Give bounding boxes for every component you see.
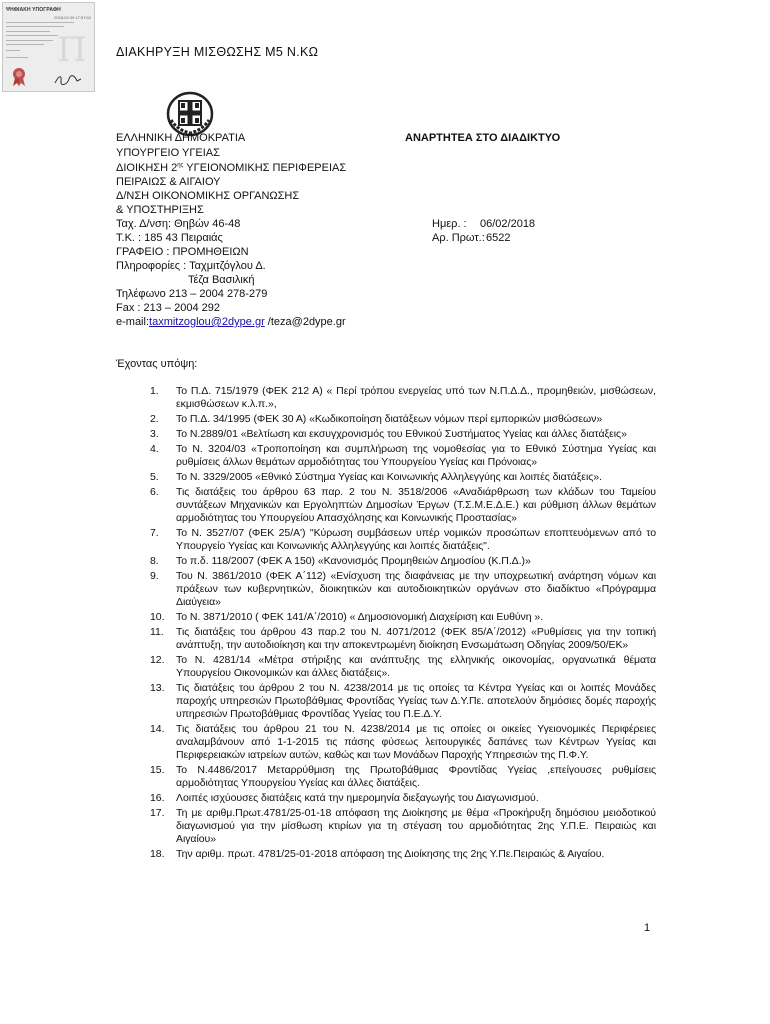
header-email: e-mail:taxmitzoglou@2dype.gr /teza@2dype.gr xyxy=(116,316,346,328)
date-value: 06/02/2018 xyxy=(480,218,536,230)
list-item: 10. Το Ν. 3871/2010 ( ΦΕΚ 141/Α΄/2010) « Δημοσιονομική Διαχείριση και Ευθύνη ». xyxy=(150,611,544,623)
header-country: ΕΛΛΗΝΙΚΗ ΔΗΜΟΚΡΑΤΙΑ xyxy=(116,132,246,144)
signature-text-line xyxy=(6,31,50,32)
header-fax: Fax : 213 – 2004 292 xyxy=(116,302,220,314)
signature-text-line xyxy=(6,57,28,58)
email-link[interactable]: taxmitzoglou@2dype.gr xyxy=(149,316,265,328)
document-title: ΔΙΑΚΗΡΥΞΗ ΜΙΣΘΩΣΗΣ Μ5 Ν.ΚΩ xyxy=(116,45,319,59)
header-directorate-cont: & ΥΠΟΣΤΗΡΙΞΗΣ xyxy=(116,204,204,216)
list-item: 12. Το Ν. 4281/14 «Μέτρα στήριξης και ανάπτυξης της ελληνικής οικονομίας, οργανωτικά θέματα Υπουργείου Οικονομικών και άλλες διατάξεις». xyxy=(150,654,656,679)
header-directorate: Δ/ΝΣΗ ΟΙΚΟΝΟΜΙΚΗΣ ΟΡΓΑΝΩΣΗΣ xyxy=(116,190,300,202)
page-number: 1 xyxy=(644,922,651,934)
header-postcode: Τ.Κ. : 185 43 Πειραιάς xyxy=(116,232,223,244)
signature-text-line xyxy=(6,26,64,27)
header-region: ΠΕΙΡΑΙΩΣ & ΑΙΓΑΙΟΥ xyxy=(116,176,221,188)
signature-text-line xyxy=(6,44,44,45)
seal-icon xyxy=(11,67,27,87)
list-item: 18. Την αριθμ. πρωτ. 4781/25-01-2018 απόφαση της Διοίκησης της 2ης Υ.Πε.Πειραιώς & Αιγαίου. xyxy=(150,848,605,860)
list-item: 14. Τις διατάξεις του άρθρου 21 του Ν. 4238/2014 με τις οποίες οι οικείες Υγειονομικές Περιφέρειες αναλαμβάνουν από 1-1-2015 τις πάσης φύσεως λειτουργικές δαπάνες των Κέντρων Υγείας και Περιφερειακών ιατρείων αυτών, καθώς και των Μονάδων Παροχής Υπηρεσιών της Π.Φ.Υ. xyxy=(150,723,656,761)
list-item: 9. Του Ν. 3861/2010 (ΦΕΚ Α΄112) «Ενίσχυση της διαφάνειας με την υποχρεωτική ανάρτηση νόμων και πράξεων των κυβερνητικών, διοικητικών και αυτοδιοικητικών οργάνων στο διαδίκτυο «Πρόγραμμα Διαύγεια» xyxy=(150,570,656,608)
list-item: 11. Τις διατάξεις του άρθρου 43 παρ.2 του Ν. 4071/2012 (ΦΕΚ 85/Α΄/2012) «Ρυθμίσεις για την τοπική ανάπτυξη, την αυτοδιοίκηση και την αποκεντρωμένη διοίκηση Ενσωμάτωση Οδηγίας 2009/50/ΕΚ» xyxy=(150,626,656,651)
list-item: 5. Το Ν. 3329/2005 «Εθνικό Σύστημα Υγείας και Κοινωνικής Αλληλεγγύης και λοιπές διατάξεις». xyxy=(150,471,602,483)
date-label: Ημερ. : xyxy=(432,218,467,230)
list-item: 8. Το π.δ. 118/2007 (ΦΕΚ Α 150) «Κανονισμός Προμηθειών Δημοσίου (Κ.Π.Δ.)» xyxy=(150,555,531,567)
digital-signature-stamp xyxy=(2,2,95,92)
signature-header: ΨΗΦΙΑΚΗ ΥΠΟΓΡΑΦΗ xyxy=(6,7,61,13)
header-ministry: ΥΠΟΥΡΓΕΙΟ ΥΓΕΙΑΣ xyxy=(116,147,220,159)
header-administration: ΔΙΟΙΚΗΣΗ $2^{\eta\varsigma}$ ΥΓΕΙΟΝΟΜΙΚΗΣ ΠΕΡΙΦΕΡΕΙΑΣ xyxy=(116,162,347,174)
list-item: 4. Το Ν. 3204/03 «Τροποποίηση και συμπλήρωση της νομοθεσίας για το Εθνικό Σύστημα Υγείας και ρυθμίσεις άλλων θεμάτων αρμοδιότητας του Υπουργείου Υγείας και Πρόνοιας» xyxy=(150,443,656,468)
header-info-contact: Πληροφορίες : Ταχμιτζόγλου Δ. xyxy=(116,260,266,272)
superscript: ης xyxy=(177,162,184,169)
header-phone: Τηλέφωνο 213 – 2004 278-279 xyxy=(116,288,268,300)
signature-date: 2018.02.09 17:57:02 xyxy=(54,15,91,20)
header-office: ΓΡΑΦΕΙΟ : ΠΡΟΜΗΘΕΙΩΝ xyxy=(116,246,249,258)
header-info-contact-2: Τέζα Βασιλική xyxy=(188,274,255,286)
signature-scrawl xyxy=(53,73,83,87)
list-item: 1. Το Π.Δ. 715/1979 (ΦΕΚ 212 Α) « Περί τρόπου ενεργείας υπό των Ν.Π.Δ.Δ., προμηθειών, μισθώσεων, εκμισθώσεων κ.λ.π.», xyxy=(150,385,656,410)
list-item: 3. Το Ν.2889/01 «Βελτίωση και εκσυγχρονισμός του Εθνικού Συστήματος Υγείας και άλλες διατάξεις» xyxy=(150,428,627,440)
list-item: 2. Το Π.Δ. 34/1995 (ΦΕΚ 30 Α) «Κωδικοποίηση διατάξεων νόμων περί εμπορικών μισθώσεων» xyxy=(150,413,603,425)
list-item: 7. Το Ν. 3527/07 (ΦΕΚ 25/Α') "Κύρωση συμβάσεων υπέρ νομικών προσώπων εποπτευόμενων από το Υπουργείο Υγείας και Κοινωνικής Αλληλεγγύης και λοιπές διατάξεις". xyxy=(150,527,656,552)
publish-note: ΑΝΑΡΤΗΤΕΑ ΣΤΟ ΔΙΑΔΙΚΤΥΟ xyxy=(405,132,561,144)
list-item: 15. Το Ν.4486/2017 Μεταρρύθμιση της Πρωτοβάθμιας Φροντίδας Υγείας ,επείγουσες ρυθμίσεις αρμοδιότητας Υπουργείου Υγείας και άλλες διατάξεις. xyxy=(150,764,656,789)
list-item: 17. Τη με αριθμ.Πρωτ.4781/25-01-18 απόφαση της Διοίκησης με θέμα «Προκήρυξη δημόσιου μειοδοτικού διαγωνισμού για την μίσθωση κτιρίων για τη στέγαση του αρμοδιότητας 2ης Υ.Π.Ε. Πειραιώς και Αιγαίου» xyxy=(150,807,656,845)
signature-text-line xyxy=(6,40,53,41)
intro-text: Έχοντας υπόψη: xyxy=(116,358,198,370)
header-address: Ταχ. Δ/νση: Θηβών 46-48 xyxy=(116,218,241,230)
list-item: 6. Τις διατάξεις του άρθρου 63 παρ. 2 του Ν. 3518/2006 «Αναδιάρθρωση των κλάδων του Ταμείου συντάξεων Μηχανικών και Εργοληπτών Δημοσίων Έργων (Τ.Σ.Μ.Ε.Δ.Ε.) και ρύθμιση άλλων θεμάτων αρμοδιότητας του Υπουργείου Απασχόλησης και Κοινωνικής Προστασίας» xyxy=(150,486,656,524)
list-item: 16. Λοιπές ισχύουσες διατάξεις κατά την ημερομηνία διεξαγωγής του Διαγωνισμού. xyxy=(150,792,539,804)
signature-text-line xyxy=(6,22,74,23)
protocol-label: Αρ. Πρωτ.: xyxy=(432,232,485,244)
protocol-value: 6522 xyxy=(486,232,511,244)
signature-text-line xyxy=(6,35,58,36)
considerations-list xyxy=(150,385,656,863)
pi-watermark-glyph: Π xyxy=(57,30,87,70)
list-item: 13. Τις διατάξεις του άρθρου 2 του Ν. 4238/2014 με τις οποίες τα Κέντρα Υγείας και οι λοιπές Μονάδες παροχής υπηρεσιών Πρωτοβάθμιας Φροντίδας Υγείας των Δ.Υ.Πε. αποτελούν δημόσιες δομές παροχής υπηρεσιών Πρωτοβάθμιας Φροντίδας Υγείας του Π.Ε.Δ.Υ. xyxy=(150,682,656,720)
signature-text-line xyxy=(6,50,20,51)
